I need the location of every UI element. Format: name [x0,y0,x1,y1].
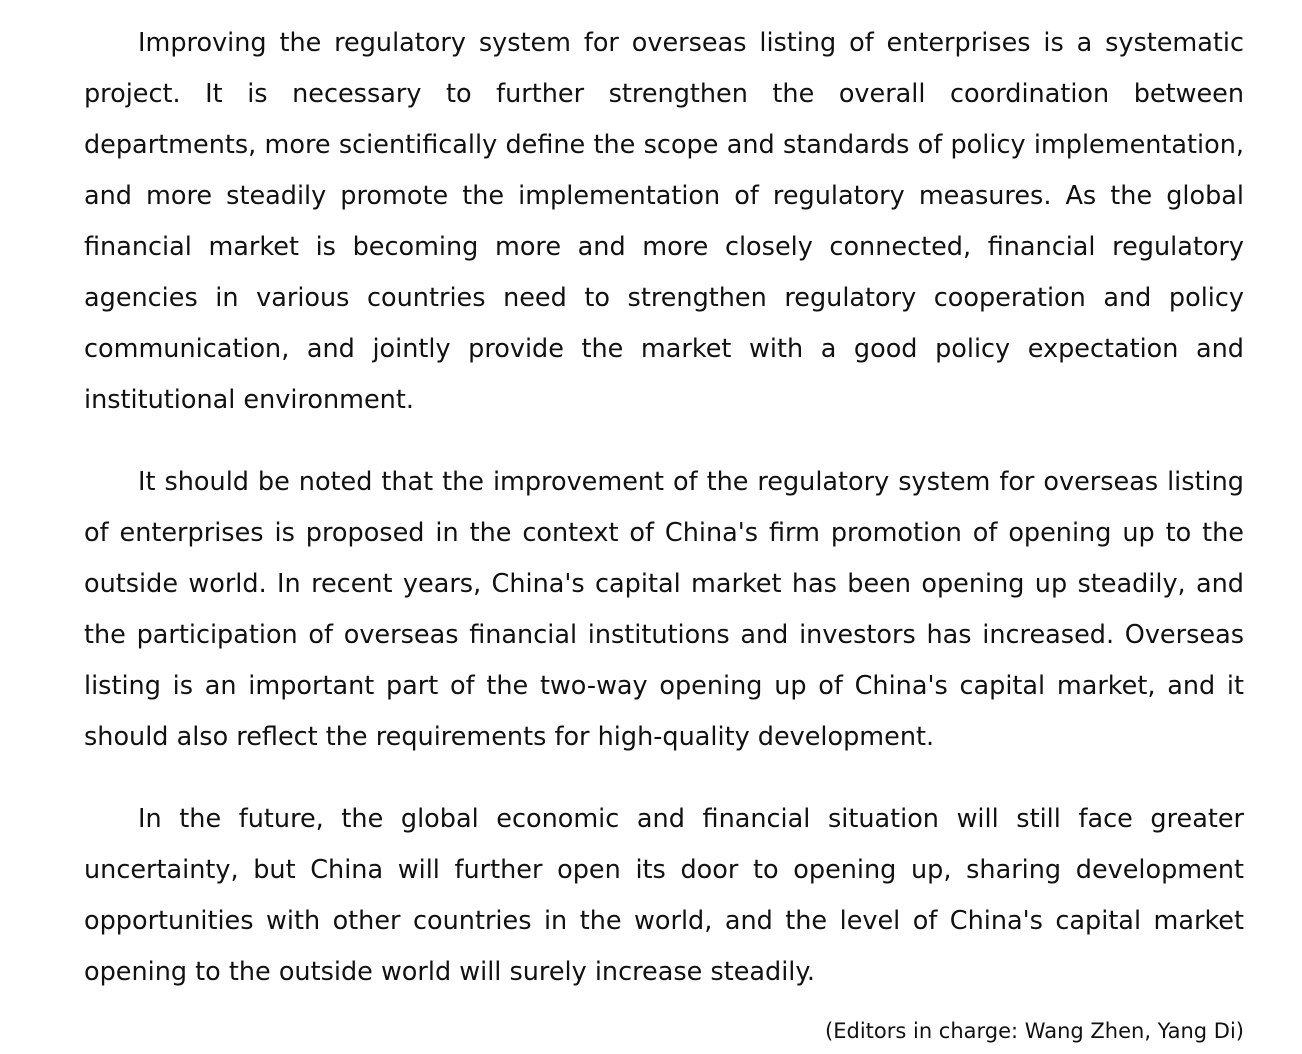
paragraph-2: It should be noted that the improvement of the regulatory system for overseas listing of enterprises is proposed in the context of China's firm promotion of opening up to the outside world. In recent years, China's capital market has been opening up steadily, and the participation of overseas financial institutions and investors has increased. Overseas listing is an important part of the two-way opening up of China's capital market, and it should also reflect the requirements for high-quality development. [84,467,1244,752]
editors-credit: (Editors in charge: Wang Zhen, Yang Di) [825,1019,1244,1043]
paragraph-3: In the future, the global economic and financial situation will still face greater uncertainty, but China will further open its door to opening up, sharing development opportunities with other countries in the world, and the level of China's capital market opening to the outside world will surely increase steadily. [84,804,1244,987]
article-body [84,18,1244,998]
paragraph-1: Improving the regulatory system for overseas listing of enterprises is a systematic project. It is necessary to further strengthen the overall coordination between departments, more scientifically define the scope and standards of policy implementation, and more steadily promote the implementation of regulatory measures. As the global financial market is becoming more and more closely connected, financial regulatory agencies in various countries need to strengthen regulatory cooperation and policy communication, and jointly provide the market with a good policy expectation and institutional environment. [84,28,1244,415]
